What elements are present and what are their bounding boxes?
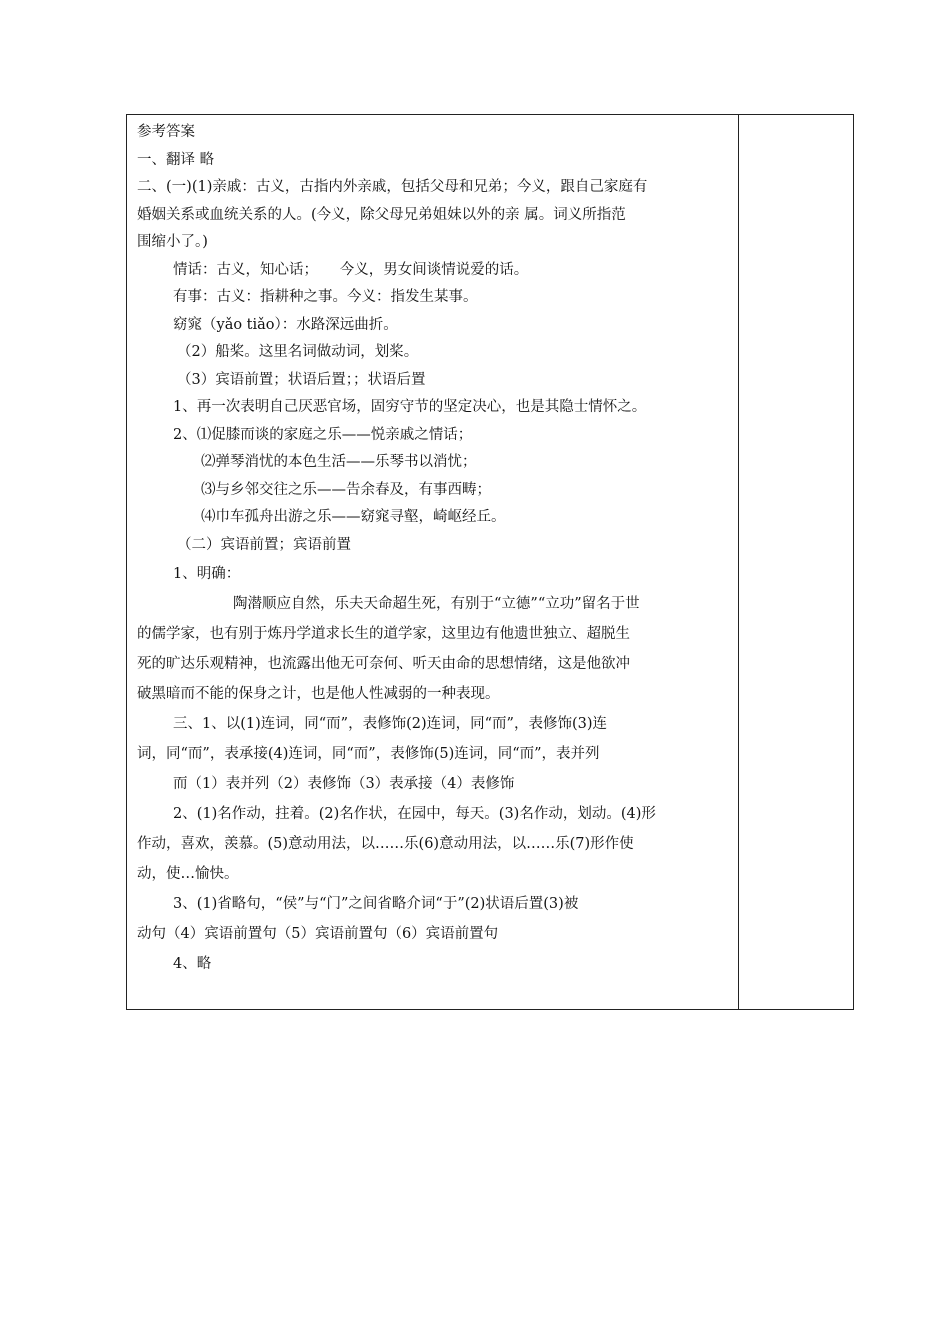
answer-line: 而（1）表并列（2）表修饰（3）表承接（4）表修饰 <box>173 776 515 792</box>
answer-line: 2、(1)名作动，拄着。(2)名作状，在园中，每天。(3)名作动，划动。(4)形 <box>173 806 656 822</box>
answer-line: 3、(1)省略句，“侯”与“门”之间省略介词“于”(2)状语后置(3)被 <box>173 896 579 912</box>
table-column-divider <box>738 115 739 1009</box>
answer-line: 参考答案 <box>137 124 195 140</box>
answer-line: （3）宾语前置；状语后置；；状语后置 <box>177 371 426 388</box>
answer-line: 围缩小了。) <box>137 234 208 250</box>
answer-line: 1、明确： <box>173 566 241 582</box>
answer-line: 的儒学家，也有别于炼丹学道求长生的道学家，这里边有他遗世独立、超脱生 <box>137 626 630 642</box>
answer-line: （二）宾语前置；宾语前置 <box>177 536 351 553</box>
answer-line: 有事：古义：指耕种之事。今义：指发生某事。 <box>173 289 478 305</box>
answer-line: 作动，喜欢，羡慕。(5)意动用法，以……乐(6)意动用法，以……乐(7)形作使 <box>137 836 634 852</box>
answer-line: 动，使…愉快。 <box>137 866 239 882</box>
answer-line: 陶潜顺应自然，乐夫天命超生死，有别于“立德”“立功”留名于世 <box>233 596 640 612</box>
answer-line: ⑶与乡邻交往之乐——告余春及，有事西畴； <box>201 481 491 498</box>
answer-line: 4、略 <box>173 956 212 972</box>
answer-line: 一、翻译 略 <box>137 151 215 168</box>
answer-table <box>126 114 854 1010</box>
answer-line: 破黑暗而不能的保身之计，也是他人性减弱的一种表现。 <box>137 686 500 702</box>
answer-line: 词，同“而”，表承接(4)连词，同“而”，表修饰(5)连词，同“而”，表并列 <box>137 746 600 762</box>
answer-line: 动句（4）宾语前置句（5）宾语前置句（6）宾语前置句 <box>137 926 499 942</box>
answer-line: 2、⑴促膝而谈的家庭之乐——悦亲戚之情话； <box>173 426 473 443</box>
answer-line: 情话：古义，知心话； 今义，男女间谈情说爱的话。 <box>173 261 529 278</box>
answer-line: 死的旷达乐观精神，也流露出他无可奈何、听天由命的思想情绪，这是他欲冲 <box>137 656 630 672</box>
answer-line: 窈窕（yǎo tiǎo）：水路深远曲折。 <box>173 316 398 333</box>
answer-content <box>137 119 731 979</box>
answer-line: ⑷巾车孤舟出游之乐——窈窕寻壑，崎岖经丘。 <box>201 509 506 525</box>
answer-line: （2）船桨。这里名词做动词，划桨。 <box>177 344 419 360</box>
answer-line: 三、1、以(1)连词，同“而”，表修饰(2)连词，同“而”，表修饰(3)连 <box>173 716 607 732</box>
answer-line: 二、(一)(1)亲戚：古义，古指内外亲戚，包括父母和兄弟；今义，跟自己家庭有 <box>137 179 648 195</box>
answer-line: 婚姻关系或血统关系的人。(今义，除父母兄弟姐妹以外的亲 属。词义所指范 <box>137 206 626 223</box>
answer-line: 1、再一次表明自己厌恶官场，固穷守节的坚定决心，也是其隐士情怀之。 <box>173 399 647 415</box>
answer-line: ⑵弹琴消忧的本色生活——乐琴书以消忧； <box>201 454 477 470</box>
